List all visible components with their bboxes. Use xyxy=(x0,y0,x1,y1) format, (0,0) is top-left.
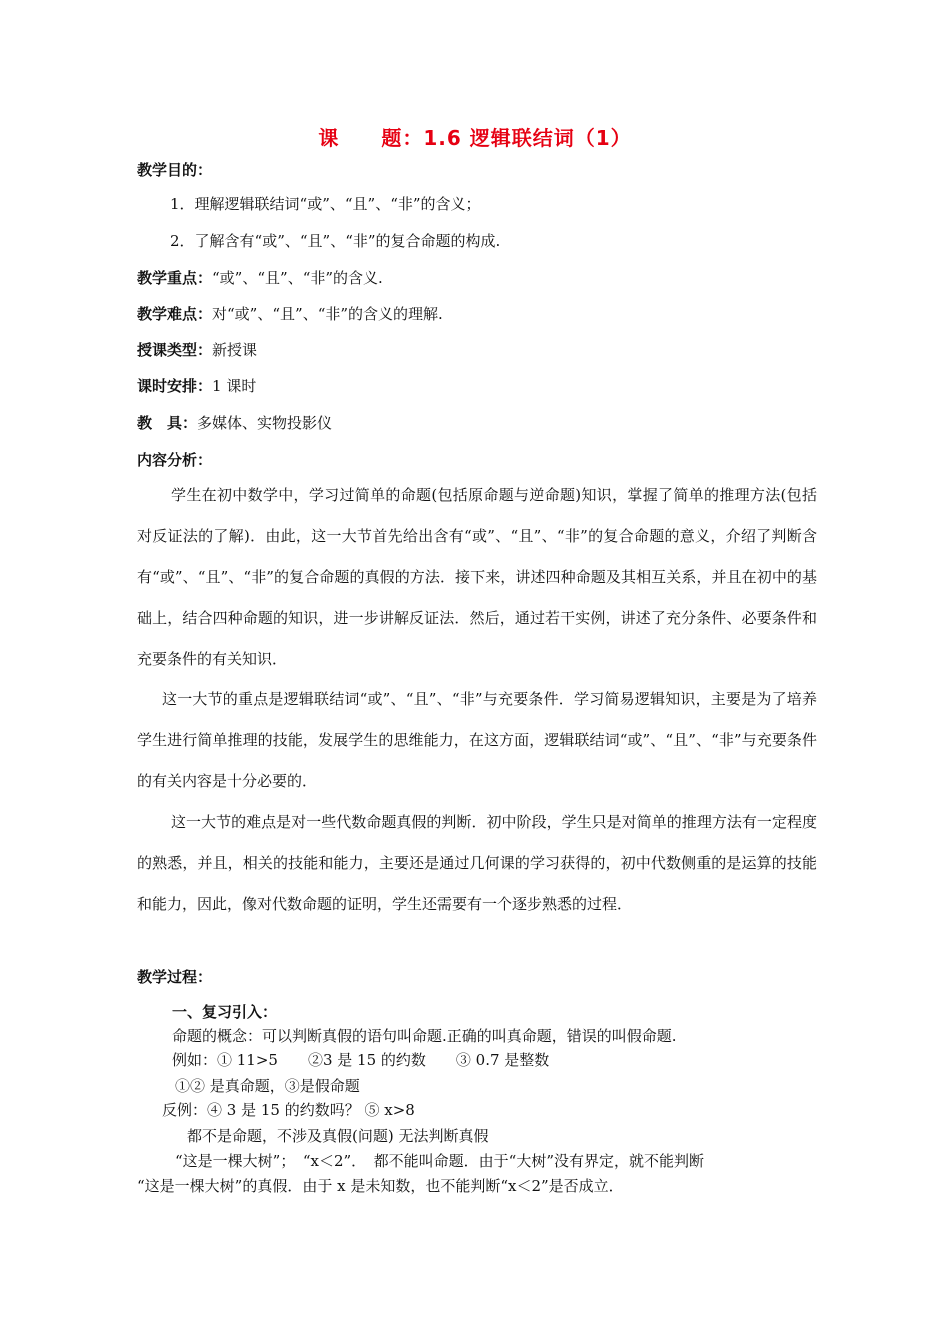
section-heading: 一、复习引入： xyxy=(172,1003,278,1021)
analysis-paragraph: 学生在初中数学中，学习过简单的命题(包括原命题与逆命题)知识，掌握了简单的推理方法(包括对反证法的了解)．由此，这一大节首先给出含有“或”、“且”、“非”的复合命题的意义，介绍了判断含有“或”、“且”、“非”的复合命题的真假的方法．接下来，讲述四种命题及其相互关系，并且在初中的基础上，结合四种命题的知识，进一步讲解反证法．然后，通过若干实例，讲述了充分条件、必要条件和充要条件的有关知识． xyxy=(137,486,817,668)
lesson-type xyxy=(137,340,257,360)
key-points-text: “或”、“且”、“非”的含义. xyxy=(212,269,383,287)
process-line: 都不是命题，不涉及真假(问题) 无法判断真假 xyxy=(187,1127,489,1145)
tools-text: 多媒体、实物投影仪 xyxy=(197,414,333,432)
document-title: 课 题：1.6 逻辑联结词（1） xyxy=(318,126,632,150)
analysis-paragraph: 这一大节的难点是对一些代数命题真假的判断．初中阶段，学生只是对简单的推理方法有一定程度的熟悉，并且，相关的技能和能力，主要还是通过几何课的学习获得的，初中代数侧重的是运算的技能和能力，因此，像对代数命题的证明，学生还需要有一个逐步熟悉的过程． xyxy=(137,813,817,913)
lesson-type-label: 授课类型： xyxy=(137,341,213,359)
key-points-label: 教学重点： xyxy=(137,269,213,287)
analysis-heading: 内容分析： xyxy=(137,451,213,469)
tools-label: 教 具： xyxy=(137,414,198,432)
lesson-type-text: 新授课 xyxy=(212,341,258,359)
process-line: “这是一棵大树”； “x＜2”． 都不能叫命题．由于“大树”没有界定，就不能判断 xyxy=(175,1152,705,1170)
analysis-paragraph: 这一大节的重点是逻辑联结词“或”、“且”、“非”与充要条件．学习简易逻辑知识，主要是为了培养学生进行简单推理的技能，发展学生的思维能力，在这方面，逻辑联结词“或”、“且”、“非”与充要条件的有关内容是十分必要的． xyxy=(137,690,817,790)
objective-item: 1．理解逻辑联结词“或”、“且”、“非”的含义； xyxy=(170,195,481,213)
process-line: 命题的概念：可以判断真假的语句叫命题.正确的叫真命题，错误的叫假命题. xyxy=(172,1027,677,1045)
key-points xyxy=(137,268,383,288)
tools xyxy=(137,413,332,433)
process-heading: 教学过程： xyxy=(137,968,213,986)
process-line: “这是一棵大树”的真假．由于 x 是未知数，也不能判断“x＜2”是否成立． xyxy=(137,1177,624,1195)
difficulties-text: 对“或”、“且”、“非”的含义的理解. xyxy=(212,305,443,323)
schedule xyxy=(137,376,256,396)
difficulties xyxy=(137,304,443,324)
objective-item: 2．了解含有“或”、“且”、“非”的复合命题的构成. xyxy=(170,232,501,250)
objectives-heading: 教学目的： xyxy=(137,161,213,179)
process-line: 反例：④ 3 是 15 的约数吗？ ⑤ x>8 xyxy=(162,1101,415,1119)
schedule-text: 1 课时 xyxy=(212,377,257,395)
process-line: ①② 是真命题，③是假命题 xyxy=(175,1077,360,1095)
schedule-label: 课时安排： xyxy=(137,377,213,395)
process-line: 例如：① 11>5 ②3 是 15 的约数 ③ 0.7 是整数 xyxy=(172,1051,550,1069)
difficulties-label: 教学难点： xyxy=(137,305,213,323)
